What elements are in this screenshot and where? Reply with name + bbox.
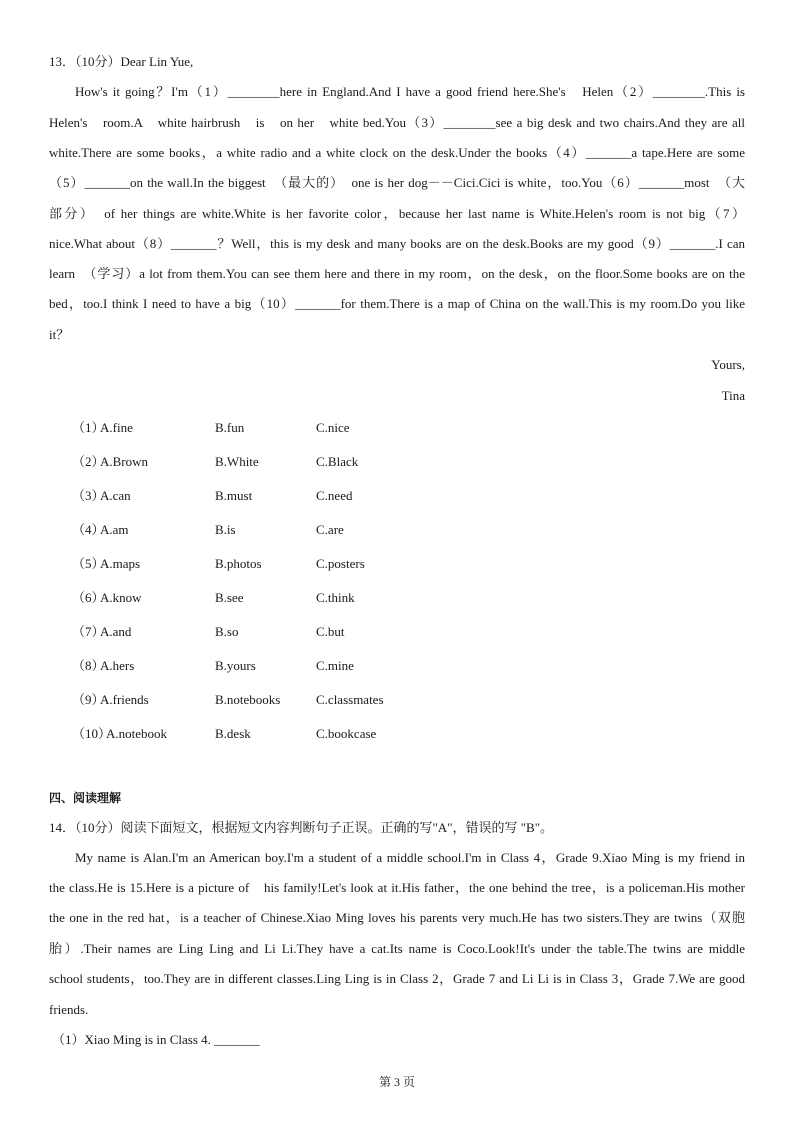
option-c: C.mine — [316, 658, 354, 673]
option-a: A.know — [100, 590, 142, 605]
option-a: A.can — [100, 488, 131, 503]
q14-line-6: friends. — [49, 1002, 89, 1017]
q14-line-4: 胎）.Their names are Ling Ling and Li Li.They have a cat.Its name is Coco.Look!It's under the table.The twins are middle — [49, 941, 745, 956]
option-b: B.desk — [215, 726, 251, 741]
q14-line-5: school students，too.They are in different classes.Ling Ling is in Class 2，Grade 7 and Li Li is in Class 3，Grade 7.We are good — [49, 971, 745, 986]
q14-heading: 14．（10分）阅读下面短文，根据短文内容判断句子正误。正确的写"A"，错误的写 "B"。 — [49, 820, 554, 835]
q14-line-1: My name is Alan.I'm an American boy.I'm a student of a middle school.I'm in Class 4，Grade 9.Xiao Ming is my friend in — [75, 850, 745, 865]
option-a: A.friends — [100, 692, 149, 707]
option-c: C.are — [316, 522, 344, 537]
option-b: B.notebooks — [215, 692, 281, 707]
option-c: C.posters — [316, 556, 365, 571]
option-number: （7） — [72, 624, 105, 639]
option-c: C.classmates — [316, 692, 384, 707]
option-b: B.is — [215, 522, 236, 537]
option-number: （1） — [72, 420, 105, 435]
option-c: C.think — [316, 590, 355, 605]
q14-question-1: （1）Xiao Ming is in Class 4. _______ — [52, 1032, 260, 1047]
option-number: （5） — [72, 556, 105, 571]
section-title: 四、阅读理解 — [49, 791, 122, 805]
option-number: （10） — [72, 726, 112, 741]
option-b: B.White — [215, 454, 259, 469]
q13-line-4: （5）_______on the wall.In the biggest （最大的） one is her dog－－Cici.Cici is white，too.You（6）_______most （大 — [49, 175, 745, 190]
q13-line-8: bed，too.I think I need to have a big（10）_______for them.There is a map of China on the wall.This is my room.Do you like — [49, 296, 745, 311]
option-a: A.notebook — [106, 726, 168, 741]
q14-line-3: the one in the red hat，is a teacher of Chinese.Xiao Ming loves his parents very much.He has two sisters.They are twins（双胞 — [49, 910, 745, 925]
q13-line-5: 部分） of her things are white.White is her favorite color，because her last name is White.Helen's room is not big（7） — [49, 206, 745, 221]
option-number: （2） — [72, 454, 105, 469]
option-b: B.see — [215, 590, 244, 605]
letter-closing: Yours, — [711, 357, 745, 372]
option-number: （6） — [72, 590, 105, 605]
option-a: A.fine — [100, 420, 133, 435]
page-number: 第 3 页 — [378, 1075, 415, 1089]
option-b: B.fun — [215, 420, 245, 435]
option-c: C.but — [316, 624, 345, 639]
option-a: A.maps — [100, 556, 141, 571]
option-number: （8） — [72, 658, 105, 673]
q13-line-7: learn （学习）a lot from them.You can see them here and there in my room，on the desk，on the floor.Some books are on the — [49, 266, 745, 281]
option-c: C.nice — [316, 420, 350, 435]
option-b: B.photos — [215, 556, 262, 571]
option-number: （4） — [72, 522, 105, 537]
option-a: A.and — [100, 624, 132, 639]
q13-line-2: Helen's room.A white hairbrush is on her white bed.You（3）________see a big desk and two chairs.And they are all — [49, 115, 745, 130]
option-a: A.am — [100, 522, 129, 537]
option-b: B.yours — [215, 658, 256, 673]
option-b: B.must — [215, 488, 253, 503]
option-c: C.Black — [316, 454, 359, 469]
option-number: （9） — [72, 692, 105, 707]
q13-heading: 13．（10分）Dear Lin Yue, — [49, 54, 194, 69]
option-c: C.need — [316, 488, 353, 503]
q13-line-3: white.There are some books，a white radio and a white clock on the desk.Under the books（4）_______a tape.Here are some — [49, 145, 745, 160]
q13-line-6: nice.What about（8）_______？Well，this is my desk and many books are on the desk.Books are my good（9）_______.I can — [49, 236, 745, 251]
q13-line-1: How's it going？I'm（1）________here in England.And I have a good friend here.She's Helen（2）________.This is — [75, 84, 745, 99]
option-number: （3） — [72, 488, 105, 503]
q13-line-9: it？ — [49, 327, 70, 342]
q14-line-2: the class.He is 15.Here is a picture of his family!Let's look at it.His father，the one behind the tree，is a policeman.His mother — [49, 880, 745, 895]
letter-signature: Tina — [721, 388, 745, 403]
option-a: A.hers — [100, 658, 135, 673]
option-c: C.bookcase — [316, 726, 377, 741]
option-b: B.so — [215, 624, 239, 639]
option-a: A.Brown — [100, 454, 149, 469]
